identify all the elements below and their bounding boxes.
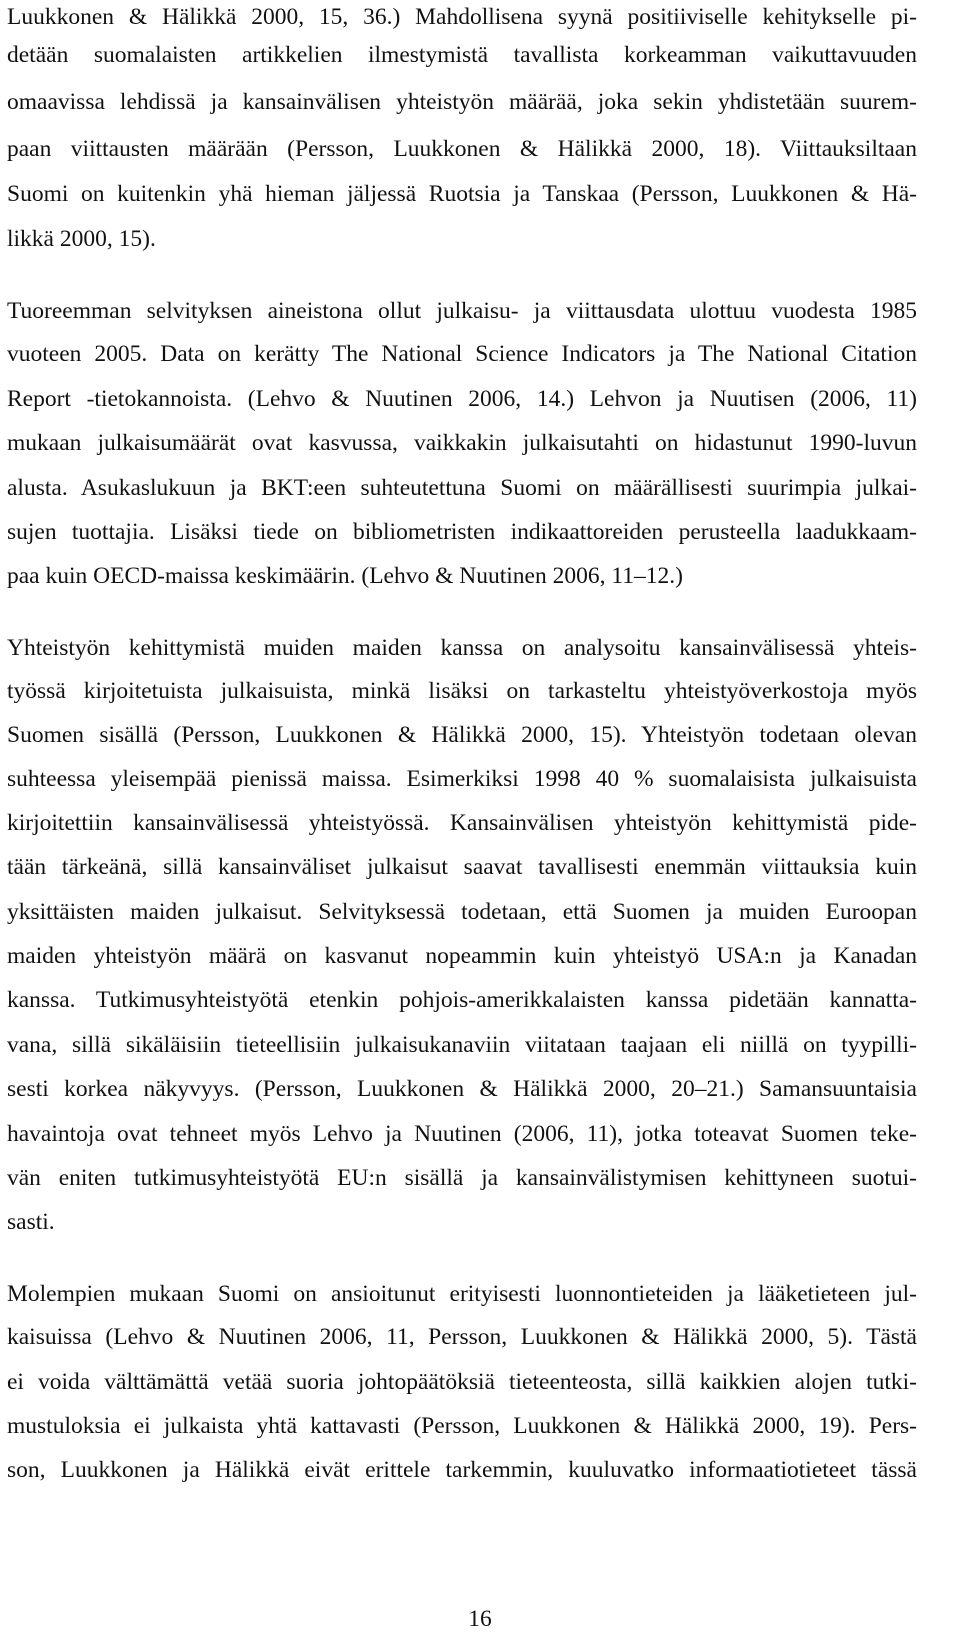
text-line: yksittäisten maiden julkaisut. Selvityksessä todetaan, että Suomen ja muiden Euroopan: [7, 899, 917, 925]
text-line: Suomi on kuitenkin yhä hieman jäljessä Ruotsia ja Tanskaa (Persson, Luukkonen & Hä-: [7, 181, 917, 207]
text-line: sujen tuottajia. Lisäksi tiede on bibliometristen indikaattoreiden perusteella laadukkaam-: [7, 519, 917, 545]
text-line: sesti korkea näkyvyys. (Persson, Luukkonen & Hälikkä 2000, 20–21.) Samansuuntaisia: [7, 1076, 917, 1102]
text-line: mukaan julkaisumäärät ovat kasvussa, vaikkakin julkaisutahti on hidastunut 1990-luvun: [7, 430, 917, 456]
text-line: mustuloksia ei julkaista yhtä kattavasti (Persson, Luukkonen & Hälikkä 2000, 19). Pers-: [7, 1413, 917, 1439]
text-line: omaavissa lehdissä ja kansainvälisen yhteistyön määrää, joka sekin yhdistetään suurem-: [7, 89, 917, 115]
text-line: vana, sillä sikäläisiin tieteellisiin julkaisukanaviin viitataan taajaan eli niillä on tyypilli-: [7, 1032, 917, 1058]
text-line: ei voida välttämättä vetää suoria johtopäätöksiä tieteenteosta, sillä kaikkien alojen tutki-: [7, 1369, 917, 1395]
text-line: kanssa. Tutkimusyhteistyötä etenkin pohjois-amerikkalaisten kanssa pidetään kannatta-: [7, 987, 917, 1013]
text-line: Luukkonen & Hälikkä 2000, 15, 36.) Mahdollisena syynä positiiviselle kehitykselle pi-: [7, 4, 917, 30]
text-line: Yhteistyön kehittymistä muiden maiden kanssa on analysoitu kansainvälisessä yhteis-: [7, 635, 917, 661]
text-line: Suomen sisällä (Persson, Luukkonen & Hälikkä 2000, 15). Yhteistyön todetaan olevan: [7, 722, 917, 748]
text-line: alusta. Asukaslukuun ja BKT:een suhteutettuna Suomi on määrällisesti suurimpia julkai-: [7, 475, 917, 501]
text-line: Molempien mukaan Suomi on ansioitunut erityisesti luonnontieteiden ja lääketieteen jul-: [7, 1281, 917, 1307]
text-line: tään tärkeänä, sillä kansainväliset julkaisut saavat tavallisesti enemmän viittauksia kuin: [7, 854, 917, 880]
text-line: detään suomalaisten artikkelien ilmestymistä tavallista korkeamman vaikuttavuuden: [7, 42, 917, 68]
text-line: maiden yhteistyön määrä on kasvanut nopeammin kuin yhteistyö USA:n ja Kanadan: [7, 943, 917, 969]
text-line: kirjoitettiin kansainvälisessä yhteistyössä. Kansainvälisen yhteistyön kehittymistä pide-: [7, 810, 917, 836]
text-line: likkä 2000, 15).: [7, 226, 156, 252]
page-number: 16: [468, 1606, 492, 1632]
text-line: vuoteen 2005. Data on kerätty The National Science Indicators ja The National Citation: [7, 341, 917, 367]
text-line: kaisuissa (Lehvo & Nuutinen 2006, 11, Persson, Luukkonen & Hälikkä 2000, 5). Tästä: [7, 1324, 917, 1350]
text-line: havaintoja ovat tehneet myös Lehvo ja Nuutinen (2006, 11), jotka toteavat Suomen teke-: [7, 1121, 917, 1147]
text-line: Report -tietokannoista. (Lehvo & Nuutinen 2006, 14.) Lehvon ja Nuutisen (2006, 11): [7, 386, 917, 412]
text-line: son, Luukkonen ja Hälikkä eivät erittele tarkemmin, kuuluvatko informaatiotieteet tässä: [7, 1457, 917, 1483]
text-line: paan viittausten määrään (Persson, Luukkonen & Hälikkä 2000, 18). Viittauksiltaan: [7, 136, 917, 162]
text-line: suhteessa yleisempää pienissä maissa. Esimerkiksi 1998 40 % suomalaisista julkaisuista: [7, 766, 917, 792]
text-line: paa kuin OECD-maissa keskimäärin. (Lehvo & Nuutinen 2006, 11–12.): [7, 563, 683, 589]
text-line: sasti.: [7, 1209, 55, 1235]
text-line: Tuoreemman selvityksen aineistona ollut julkaisu- ja viittausdata ulottuu vuodesta 1985: [7, 298, 917, 324]
text-line: vän eniten tutkimusyhteistyötä EU:n sisällä ja kansainvälistymisen kehittyneen suotui-: [7, 1165, 917, 1191]
text-line: työssä kirjoitetuista julkaisuista, minkä lisäksi on tarkasteltu yhteistyöverkostoja myös: [7, 678, 917, 704]
